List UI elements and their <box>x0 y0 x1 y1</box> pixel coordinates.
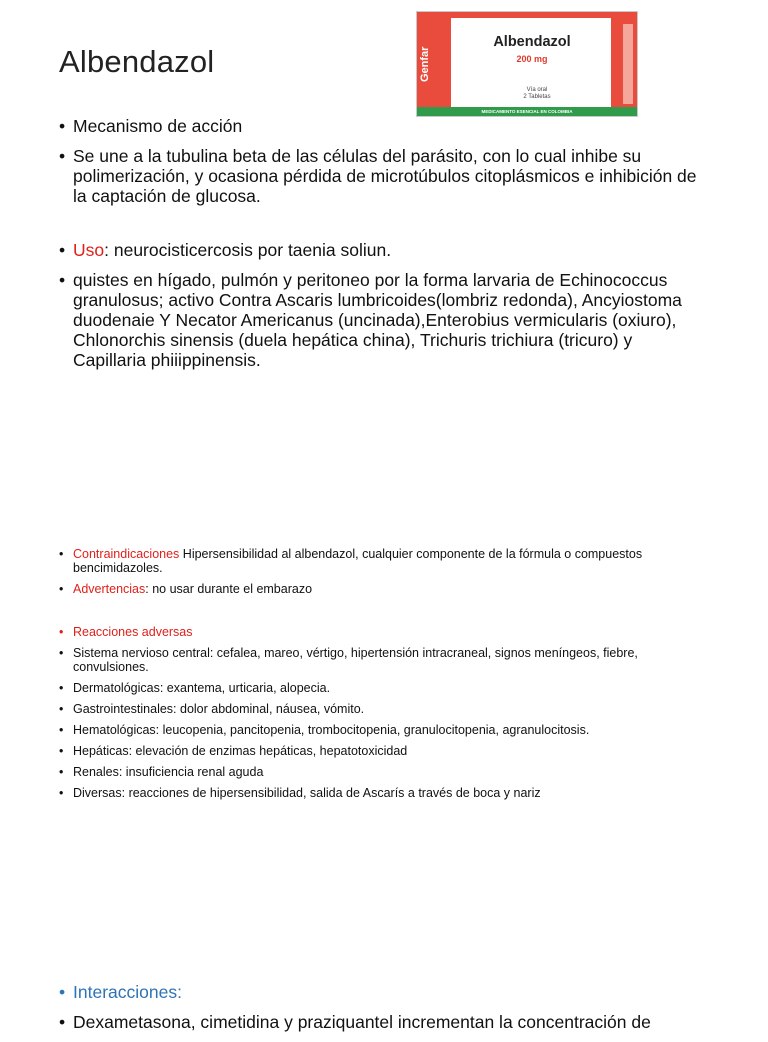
box-footer-band: MEDICAMENTO ESENCIAL EN COLOMBIA <box>417 107 637 116</box>
reaccion-item: • Hematológicas: leucopenia, pancitopenia, trombocitopenia, granulocitopenia, agranulocitosis. <box>59 724 699 738</box>
contra-item <box>59 548 699 575</box>
mechanism-heading: • Mecanismo de acción <box>59 116 709 136</box>
reaccion-item: • Gastrointestinales: dolor abdominal, náusea, vómito. <box>59 703 699 717</box>
box-via-line1: Vía oral <box>526 87 548 93</box>
box-brand-logo: Genfar <box>419 46 431 82</box>
box-right-stripe <box>623 24 633 104</box>
reaccion-item: • Dermatológicas: exantema, urticaria, alopecia. <box>59 682 699 696</box>
advert-item <box>59 583 699 597</box>
uso-detail: • quistes en hígado, pulmón y peritoneo por la forma larvaria de Echinococcus granulosus; activo Contra Ascaris lumbricoides(lombriz redonda), Ancyiostoma duodenaie Y Necator Americanus (uncinada),Enterobius vermicularis (oxiuro), Chlonorchis sinensis (duela hepática china), Trichuris trichiura (tricuro) y Capillaria phiiippinensis. <box>59 270 709 370</box>
uso-label: Uso <box>73 240 105 260</box>
box-via <box>497 87 577 101</box>
mechanism-text: • Se une a la tubulina beta de las células del parásito, con lo cual inhibe su polimerización, y ocasiona pérdida de microtúbulos citoplásmicos e inhibición de la captación de glucosa. <box>59 146 709 206</box>
reacciones-list <box>59 626 699 808</box>
contra-advert-list <box>59 548 699 604</box>
uso-list <box>59 240 709 380</box>
advert-text: : no usar durante el embarazo <box>145 581 313 596</box>
box-product-dose: 200 mg <box>516 54 548 64</box>
mechanism-list <box>59 116 709 216</box>
contra-text: Hipersensibilidad al albendazol, cualquier componente de la fórmula o compuestos bencimidazoles. <box>73 547 643 575</box>
reacciones-label: • Reacciones adversas <box>59 626 699 640</box>
contra-label: Contraindicaciones <box>73 547 180 561</box>
reaccion-item: • Hepáticas: elevación de enzimas hepáticas, hepatotoxicidad <box>59 745 699 759</box>
box-product-name: Albendazol <box>493 34 571 50</box>
advert-label: Advertencias <box>73 581 146 596</box>
uso-text: : neurocisticercosis por taenia soliun. <box>104 240 392 260</box>
page-title: Albendazol <box>59 44 215 79</box>
interacciones-label: • Interacciones: <box>59 982 719 1002</box>
interacciones-text: • Dexametasona, cimetidina y praziquantel incrementan la concentración de <box>59 1012 719 1032</box>
reaccion-item: • Renales: insuficiencia renal aguda <box>59 766 699 780</box>
reaccion-item: • Sistema nervioso central: cefalea, mareo, vértigo, hipertensión intracraneal, signos meníngeos, fiebre, convulsiones. <box>59 647 699 674</box>
product-box-image <box>416 11 638 117</box>
interacciones-list <box>59 982 719 1042</box>
uso-item <box>59 240 709 260</box>
box-via-line2: 2 Tabletas <box>523 94 551 100</box>
reaccion-item: • Diversas: reacciones de hipersensibilidad, salida de Ascarís a través de boca y nariz <box>59 787 699 801</box>
